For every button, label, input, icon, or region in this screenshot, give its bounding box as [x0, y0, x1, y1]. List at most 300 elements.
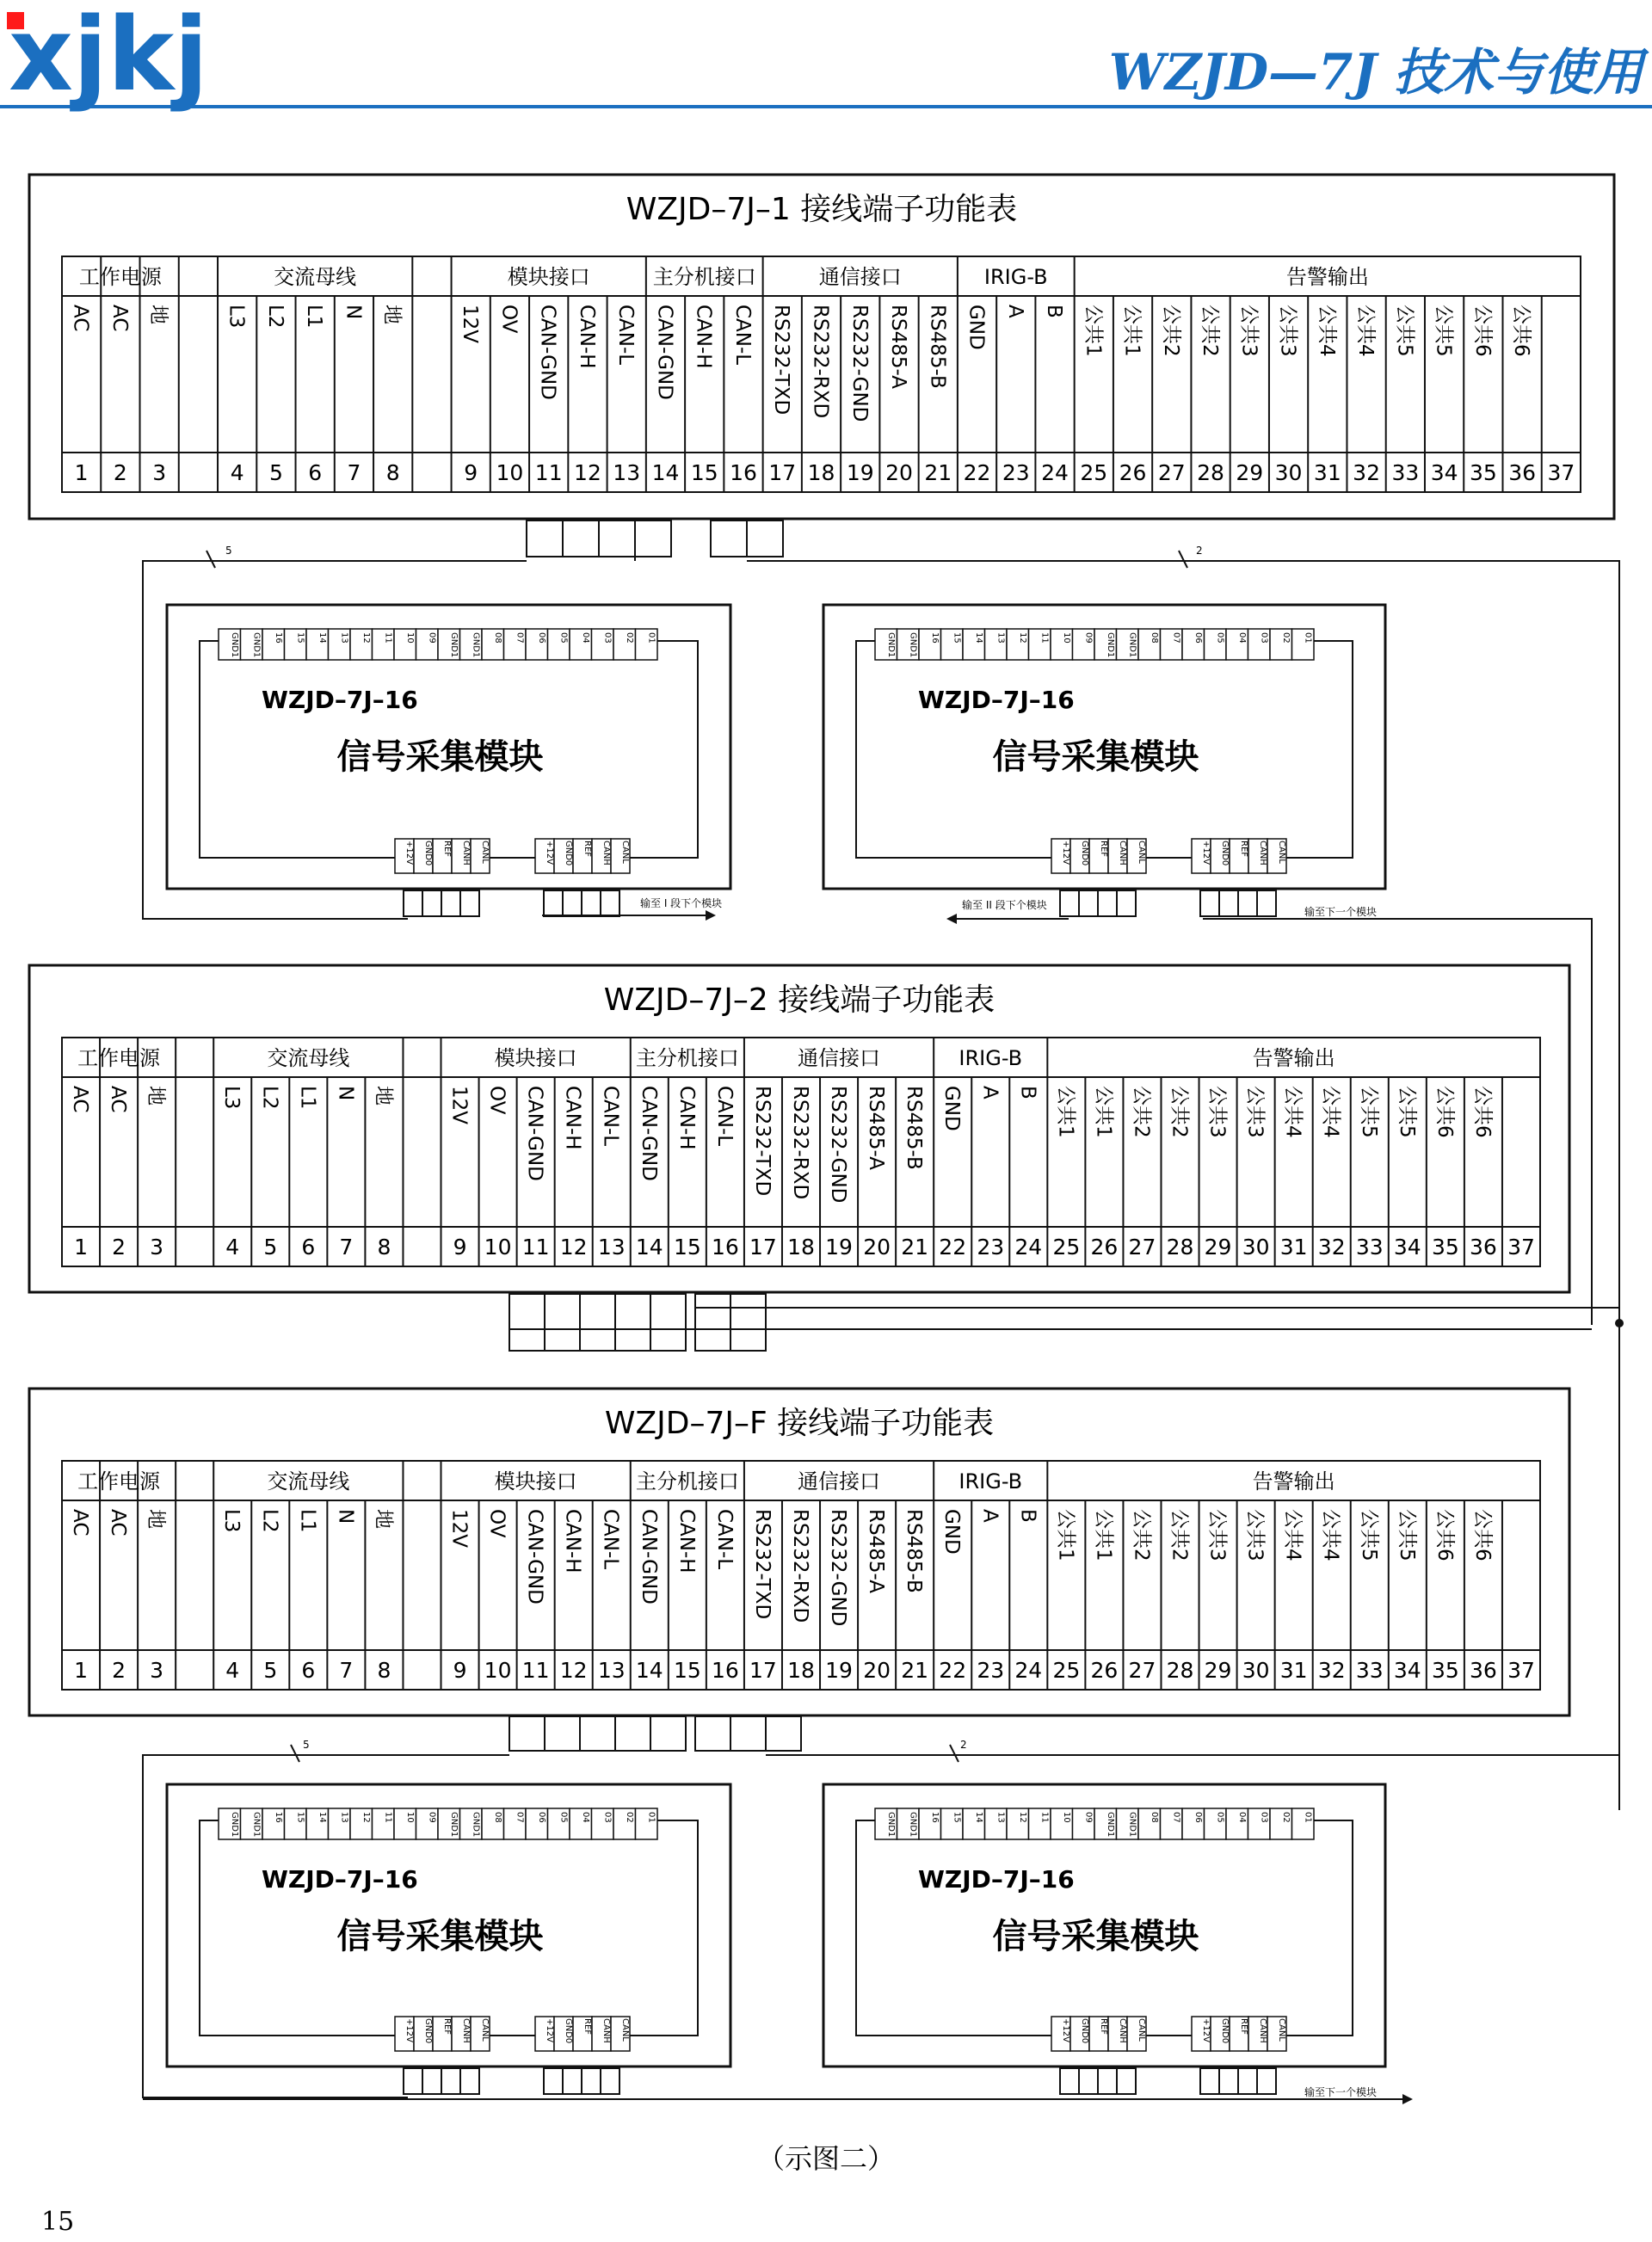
connector-stub [460, 2068, 479, 2094]
terminal-number: 2 [113, 460, 127, 485]
terminal-number: 9 [453, 1658, 467, 1683]
terminal-number: 24 [1014, 1235, 1043, 1260]
pin-label: 16 [273, 632, 283, 644]
arrow-head [706, 910, 716, 921]
terminal-signal: RS232-RXD [789, 1509, 811, 1623]
terminal-number: 6 [301, 1235, 316, 1260]
pin-label: 11 [383, 1812, 393, 1823]
terminal-signal: 公共5 [1393, 305, 1416, 357]
pin-label: GND1 [1127, 1812, 1137, 1838]
terminal-number: 15 [673, 1235, 701, 1260]
terminal-signal: 公共4 [1281, 1086, 1304, 1138]
terminal-signal: L2 [263, 305, 287, 329]
pin-label: 08 [1149, 632, 1159, 644]
connector-stub [544, 2068, 563, 2094]
signal-module [823, 605, 1385, 916]
connector-stub [650, 1294, 686, 1351]
terminal-signal: AC [107, 1509, 130, 1537]
terminal-signal: 公共5 [1395, 1086, 1418, 1138]
terminal-signal: CAN-H [675, 1086, 698, 1150]
terminal-number: 4 [230, 460, 244, 485]
pin-label: 12 [1017, 1812, 1027, 1823]
pin-label: 16 [929, 632, 940, 644]
terminal-signal: 公共2 [1168, 1086, 1191, 1138]
terminal-signal: 公共2 [1130, 1509, 1153, 1561]
pin-label: 04 [580, 1812, 590, 1823]
connector-stub [1079, 890, 1098, 916]
pin-label: CANL [1277, 2018, 1286, 2042]
terminal-number: 30 [1242, 1235, 1270, 1260]
terminal-number: 25 [1052, 1235, 1081, 1260]
terminal-signal: CAN-GND [523, 1509, 546, 1605]
connector-stub [601, 2068, 620, 2094]
pin-label: 02 [1280, 632, 1291, 644]
pin-label: 14 [317, 632, 327, 644]
terminal-number: 16 [711, 1658, 739, 1683]
terminal-number: 3 [150, 1235, 164, 1260]
terminal-signal: 公共3 [1243, 1509, 1267, 1561]
terminal-signal: B [1016, 1086, 1039, 1099]
pin-label: GND1 [885, 1812, 896, 1838]
terminal-number: 31 [1279, 1235, 1308, 1260]
terminal-number: 14 [635, 1658, 663, 1683]
connector-stub [1257, 890, 1276, 916]
terminal-number: 5 [263, 1235, 278, 1260]
terminal-number: 9 [453, 1235, 467, 1260]
terminal-signal: A [978, 1509, 1002, 1523]
pin-label: REF [1239, 841, 1248, 858]
pin-label: 14 [317, 1812, 327, 1823]
terminal-number: 1 [74, 460, 89, 485]
pin-label: 03 [1259, 632, 1269, 644]
terminal-signal: 地 [145, 1086, 168, 1106]
terminal-signal: CAN-H [561, 1509, 584, 1574]
terminal-signal: 公共5 [1395, 1509, 1418, 1561]
output-note: 输至下一个模块 [1304, 2086, 1378, 2098]
terminal-signal: GND [940, 1086, 964, 1131]
pin-label: 05 [1215, 632, 1225, 644]
connector-stub [1079, 2068, 1098, 2094]
connector-stub [563, 2068, 582, 2094]
pin-label: 01 [646, 632, 656, 644]
terminal-signal: 公共4 [1281, 1509, 1304, 1561]
connector-stub [615, 1716, 650, 1751]
pin-label: GND1 [1105, 1812, 1115, 1838]
terminal-number: 20 [885, 460, 913, 485]
terminal-signal: L3 [220, 1509, 243, 1533]
connector-stub [509, 1716, 545, 1751]
terminal-number: 11 [534, 460, 563, 485]
terminal-table [29, 965, 1569, 1292]
terminal-number: 29 [1204, 1235, 1232, 1260]
pin-label: 10 [404, 632, 415, 644]
terminal-signal: AC [69, 1086, 92, 1113]
terminal-number: 34 [1393, 1235, 1421, 1260]
pin-label: 01 [646, 1812, 656, 1823]
connector-stub [730, 1294, 766, 1351]
terminal-signal: 12V [447, 1086, 471, 1125]
wire-count: 2 [960, 1739, 967, 1751]
pin-label: GND1 [229, 632, 239, 658]
module-name: 信号采集模块 [992, 1917, 1199, 1956]
pin-label: +12V [1061, 2018, 1070, 2042]
diagram-body [29, 175, 1624, 2104]
pin-label: GND1 [471, 1812, 481, 1838]
terminal-number: 33 [1355, 1658, 1384, 1683]
terminal-signal: L1 [303, 305, 326, 329]
terminal-signal: 公共1 [1054, 1509, 1077, 1561]
terminal-number: 4 [225, 1658, 240, 1683]
group-label: 工作电源 [77, 1046, 161, 1070]
module-name: 信号采集模块 [992, 737, 1199, 777]
pin-label: 12 [361, 1812, 371, 1823]
wire-count: 5 [225, 545, 232, 557]
terminal-signal: OV [485, 1086, 509, 1115]
terminal-number: 1 [74, 1235, 88, 1260]
terminal-number: 14 [635, 1235, 663, 1260]
terminal-signal: RS485-A [865, 1086, 888, 1171]
terminal-signal: GND [940, 1509, 964, 1555]
pin-label: 10 [1061, 1812, 1071, 1823]
group-label: 通信接口 [798, 1469, 881, 1494]
group-label: 告警输出 [1285, 265, 1369, 289]
connector-stub [1060, 2068, 1079, 2094]
terminal-number: 31 [1313, 460, 1341, 485]
pin-label: 06 [536, 632, 546, 644]
pin-label: 13 [996, 632, 1006, 644]
terminal-signal: L2 [258, 1086, 281, 1110]
terminal-number: 24 [1041, 460, 1069, 485]
pin-label: GND1 [1127, 632, 1137, 658]
terminal-signal: 公共1 [1054, 1086, 1077, 1138]
connector-stub [1219, 2068, 1238, 2094]
terminal-number: 16 [730, 460, 757, 485]
terminal-signal: CAN-H [561, 1086, 584, 1150]
terminal-number: 15 [690, 460, 718, 485]
terminal-number: 21 [901, 1658, 929, 1683]
signal-module [167, 1784, 730, 2094]
terminal-number: 5 [268, 460, 283, 485]
pin-label: CANL [480, 841, 490, 864]
terminal-number: 37 [1507, 1658, 1535, 1683]
terminal-number: 33 [1391, 460, 1420, 485]
terminal-signal: 公共6 [1470, 1509, 1494, 1561]
connector-stub [422, 2068, 441, 2094]
terminal-number: 31 [1279, 1658, 1308, 1683]
terminal-number: 18 [787, 1658, 815, 1683]
connector-stub [650, 1716, 686, 1751]
pin-label: CANH [461, 841, 471, 865]
terminal-signal: CAN-H [692, 305, 715, 369]
terminal-signal: 公共2 [1168, 1509, 1191, 1561]
pin-label: CANL [1137, 2018, 1146, 2042]
pin-label: 03 [602, 1812, 613, 1823]
terminal-signal: AC [108, 305, 131, 332]
terminal-signal: A [978, 1086, 1002, 1099]
terminal-signal: 公共3 [1205, 1086, 1229, 1138]
signal-module [823, 1784, 1385, 2094]
terminal-signal: RS232-GND [848, 305, 871, 422]
pin-label: 05 [1215, 1812, 1225, 1823]
pin-label: GND0 [1220, 841, 1230, 866]
pin-label: 02 [1280, 1812, 1291, 1823]
terminal-signal: 公共4 [1319, 1086, 1342, 1138]
pin-label: 05 [558, 1812, 569, 1823]
group-label: 工作电源 [78, 265, 162, 289]
group-label: 模块接口 [507, 265, 590, 289]
terminal-number: 27 [1157, 460, 1186, 485]
pin-label: CANL [620, 841, 630, 864]
terminal-signal: 公共5 [1357, 1086, 1380, 1138]
signal-module [167, 605, 730, 916]
group-label: 工作电源 [77, 1469, 161, 1494]
module-name: 信号采集模块 [336, 1917, 544, 1956]
pin-label: +12V [1201, 841, 1211, 865]
terminal-number: 21 [901, 1235, 929, 1260]
pin-label: 07 [515, 632, 525, 644]
terminal-number: 2 [112, 1235, 126, 1260]
connector-stub [563, 520, 599, 557]
terminal-signal: RS232-TXD [770, 305, 793, 416]
terminal-number: 23 [1002, 460, 1030, 485]
group-label: 交流母线 [267, 1469, 350, 1494]
pin-label: GND0 [423, 841, 433, 866]
terminal-number: 18 [807, 460, 835, 485]
pin-label: 06 [1193, 1812, 1203, 1823]
terminal-number: 7 [339, 1658, 354, 1683]
connector-stub [766, 1716, 801, 1751]
terminal-number: 22 [939, 1658, 967, 1683]
terminal-signal: RS485-A [887, 305, 910, 390]
terminal-number: 20 [863, 1658, 891, 1683]
terminal-signal: CAN-L [599, 1086, 622, 1147]
terminal-number: 20 [863, 1235, 891, 1260]
pin-label: +12V [545, 2018, 554, 2042]
pin-label: 04 [1236, 1812, 1247, 1823]
group-label: IRIG-B [983, 265, 1048, 289]
terminal-signal: 公共3 [1237, 305, 1261, 357]
pin-label: 06 [1193, 632, 1203, 644]
connector-stub [1098, 890, 1117, 916]
module-name: 信号采集模块 [336, 737, 544, 777]
connector-stub [1219, 890, 1238, 916]
connector-stub [635, 520, 671, 557]
terminal-signal: 公共6 [1510, 305, 1533, 357]
terminal-number: 32 [1353, 460, 1380, 485]
group-label: 主分机接口 [635, 1469, 739, 1494]
pin-label: +12V [1201, 2018, 1211, 2042]
terminal-signal: RS485-A [865, 1509, 888, 1594]
pin-label: CANH [461, 2018, 471, 2043]
terminal-number: 29 [1204, 1658, 1232, 1683]
pin-label: 06 [536, 1812, 546, 1823]
terminal-number: 17 [749, 1658, 777, 1683]
terminal-signal: L3 [220, 1086, 243, 1110]
terminal-signal: 12V [447, 1509, 471, 1549]
terminal-number: 35 [1431, 1658, 1459, 1683]
terminal-signal: 地 [380, 305, 404, 324]
terminal-number: 36 [1508, 460, 1537, 485]
terminal-number: 34 [1393, 1658, 1421, 1683]
module-model: WZJD–7J–16 [262, 1865, 418, 1894]
pin-label: 07 [1171, 632, 1181, 644]
terminal-number: 10 [484, 1658, 512, 1683]
terminal-signal: CAN-GND [637, 1509, 660, 1605]
terminal-signal: 公共6 [1470, 305, 1494, 357]
pin-label: GND0 [1220, 2018, 1230, 2044]
terminal-signal: CAN-L [599, 1509, 622, 1570]
terminal-signal: RS232-TXD [750, 1509, 774, 1620]
terminal-number: 15 [673, 1658, 701, 1683]
connector-stub [580, 1294, 615, 1351]
terminal-signal: RS232-GND [827, 1086, 850, 1204]
connector-stub [1238, 2068, 1257, 2094]
terminal-signal: AC [69, 1509, 92, 1537]
module-model: WZJD–7J–16 [262, 686, 418, 714]
wire-count: 2 [1196, 545, 1203, 557]
output-note: 输至下一个模块 [1304, 906, 1378, 918]
pin-label: CANH [601, 2018, 611, 2043]
pin-label: CANH [1118, 841, 1127, 865]
terminal-number: 16 [711, 1235, 739, 1260]
pin-label: CANL [1137, 841, 1146, 864]
pin-label: +12V [1061, 841, 1070, 865]
group-label: 主分机接口 [635, 1046, 739, 1070]
pin-label: 02 [624, 1812, 634, 1823]
terminal-signal: RS485-B [926, 305, 949, 389]
connector-stub [404, 2068, 422, 2094]
group-label: 告警输出 [1252, 1046, 1335, 1070]
terminal-signal: 公共3 [1243, 1086, 1267, 1138]
terminal-signal: L3 [225, 305, 248, 329]
terminal-signal: 公共4 [1319, 1509, 1342, 1561]
pin-label: GND1 [251, 1812, 262, 1838]
terminal-signal: 12V [459, 305, 482, 344]
pin-label: 02 [624, 632, 634, 644]
group-label: 交流母线 [267, 1046, 350, 1070]
terminal-number: 21 [924, 460, 952, 485]
pin-label: 10 [404, 1812, 415, 1823]
terminal-signal: N [334, 1086, 357, 1101]
bus-tick [1179, 551, 1187, 568]
pin-label: 07 [1171, 1812, 1181, 1823]
terminal-number: 26 [1119, 460, 1147, 485]
pin-label: CANH [601, 841, 611, 865]
connector-stub [460, 890, 479, 916]
pin-label: CANH [1258, 841, 1267, 865]
terminal-signal: L1 [296, 1086, 319, 1110]
connector-stub [1098, 2068, 1117, 2094]
terminal-number: 26 [1090, 1658, 1119, 1683]
group-label: IRIG-B [959, 1046, 1023, 1070]
terminal-number: 32 [1317, 1658, 1346, 1683]
arrow-head [946, 914, 957, 924]
terminal-number: 33 [1355, 1235, 1384, 1260]
terminal-signal: 公共5 [1432, 305, 1455, 357]
terminal-signal: CAN-L [614, 305, 638, 366]
pin-label: 05 [558, 632, 569, 644]
terminal-number: 19 [825, 1658, 853, 1683]
terminal-number: 28 [1166, 1658, 1194, 1683]
terminal-number: 24 [1014, 1658, 1043, 1683]
pin-label: 11 [1039, 632, 1050, 644]
page-header [0, 0, 1652, 114]
terminal-signal: 公共2 [1199, 305, 1222, 357]
connector-stub [404, 890, 422, 916]
pin-label: REF [442, 841, 452, 858]
terminal-signal: 公共4 [1315, 305, 1338, 357]
terminal-signal: 地 [372, 1086, 395, 1106]
pin-label: GND1 [448, 1812, 459, 1838]
pin-label: CANH [1258, 2018, 1267, 2043]
bus-tick [950, 1745, 959, 1762]
terminal-signal: 公共3 [1276, 305, 1299, 357]
terminal-number: 7 [347, 460, 361, 485]
connector-stub [441, 890, 460, 916]
connector-stub [730, 1716, 766, 1751]
terminal-signal: 公共6 [1470, 1086, 1494, 1138]
terminal-number: 22 [939, 1235, 967, 1260]
pin-label: GND1 [1105, 632, 1115, 658]
pin-label: GND0 [564, 841, 573, 866]
terminal-number: 28 [1197, 460, 1224, 485]
terminal-number: 22 [963, 460, 991, 485]
terminal-number: 37 [1547, 460, 1575, 485]
table-title: WZJD–7J–F 接线端子功能表 [604, 1406, 995, 1441]
pin-label: 03 [1259, 1812, 1269, 1823]
terminal-signal: CAN-L [712, 1086, 736, 1147]
terminal-signal: 地 [147, 305, 170, 324]
terminal-number: 27 [1128, 1658, 1156, 1683]
connector-stub [422, 890, 441, 916]
terminal-number: 29 [1236, 460, 1264, 485]
terminal-number: 27 [1128, 1235, 1156, 1260]
pin-label: 12 [361, 632, 371, 644]
terminal-signal: 公共2 [1130, 1086, 1153, 1138]
pin-label: 11 [1039, 1812, 1050, 1823]
terminal-signal: B [1043, 305, 1066, 318]
connector-stub [695, 1716, 730, 1751]
connector-stub [599, 520, 635, 557]
terminal-number: 8 [385, 460, 400, 485]
pin-label: 14 [973, 632, 983, 644]
pin-label: 04 [1236, 632, 1247, 644]
pin-label: 13 [339, 1812, 349, 1823]
brand-logo [7, 0, 208, 114]
table-title: WZJD–7J–2 接线端子功能表 [603, 982, 996, 1018]
terminal-signal: CAN-L [730, 305, 754, 366]
arrow-head [1402, 2094, 1413, 2104]
terminal-number: 26 [1090, 1235, 1119, 1260]
wire-count: 5 [303, 1739, 310, 1751]
terminal-number: 25 [1052, 1658, 1081, 1683]
terminal-signal: CAN-GND [637, 1086, 660, 1181]
terminal-number: 14 [651, 460, 680, 485]
pin-label: REF [1099, 2018, 1108, 2036]
pin-label: 09 [1083, 1812, 1094, 1823]
terminal-number: 4 [225, 1235, 240, 1260]
connector-stub [582, 890, 601, 916]
connector-stub [544, 890, 563, 916]
output-note: 输至 I 段下个模块 [640, 897, 723, 909]
terminal-number: 8 [377, 1658, 391, 1683]
terminal-signal: CAN-L [712, 1509, 736, 1570]
terminal-signal: A [1003, 305, 1026, 318]
terminal-number: 12 [559, 1235, 588, 1260]
terminal-number: 13 [597, 1235, 626, 1260]
pin-label: 14 [973, 1812, 983, 1823]
terminal-number: 25 [1080, 460, 1108, 485]
